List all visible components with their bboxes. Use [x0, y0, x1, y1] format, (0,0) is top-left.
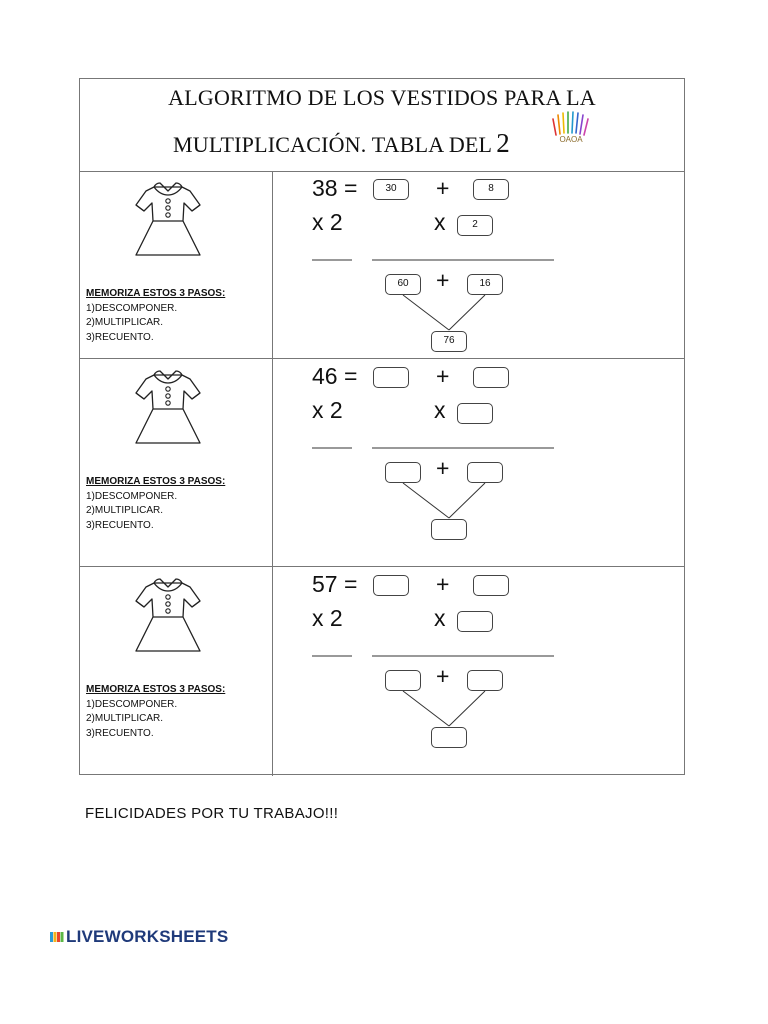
total-box[interactable]: [431, 519, 467, 540]
liveworksheets-logo[interactable]: [50, 927, 228, 947]
number-label: 46 =: [312, 363, 358, 389]
problem-row-3: [80, 567, 684, 776]
logo-text: OAOA: [559, 135, 583, 144]
product-ones-box[interactable]: [467, 670, 503, 691]
steps-heading: MEMORIZA ESTOS 3 PASOS:: [86, 684, 226, 695]
step-1: 1)DESCOMPONER.: [86, 698, 178, 710]
total-box[interactable]: 76: [431, 331, 467, 352]
instruction-cell: [80, 171, 273, 358]
tens-box[interactable]: [373, 575, 409, 596]
instruction-cell: [80, 359, 273, 566]
times-sign: x: [434, 397, 446, 423]
steps-list: [86, 287, 225, 345]
ones-box[interactable]: [473, 367, 509, 388]
factor-box[interactable]: [457, 403, 493, 424]
worksheet-title-line1: ALGORITMO DE LOS VESTIDOS PARA LA: [168, 85, 596, 110]
plus-sign: +: [436, 363, 450, 389]
dress-icon: [124, 365, 212, 455]
number-label: 38 =: [312, 175, 358, 201]
product-ones-box[interactable]: 16: [467, 274, 503, 295]
dress-icon: [124, 177, 212, 267]
worksheet-table: [79, 78, 685, 775]
problem-row-1: [80, 171, 684, 359]
multiplier-label: x 2: [312, 605, 343, 631]
table-number: 2: [496, 128, 510, 158]
title-text: MULTIPLICACIÓN. TABLA DEL: [173, 132, 493, 157]
multiplier-label: x 2: [312, 209, 343, 235]
step-2: 2)MULTIPLICAR.: [86, 317, 164, 328]
multiplier-label: x 2: [312, 397, 343, 423]
plus-sign: +: [436, 175, 450, 201]
ones-box[interactable]: 8: [473, 179, 509, 200]
product-tens-box[interactable]: 60: [385, 274, 421, 295]
steps-list: [86, 683, 225, 741]
plus-sign: +: [436, 455, 450, 481]
number-label: 57 =: [312, 571, 358, 597]
step-3: 3)RECUENTO.: [86, 331, 154, 343]
worksheet-title-line2: [173, 128, 510, 159]
brand-name: LIVEWORKSHEETS: [66, 927, 229, 946]
step-1: 1)DESCOMPONER.: [86, 490, 178, 502]
step-3: 3)RECUENTO.: [86, 519, 154, 531]
steps-list: [86, 475, 225, 533]
instruction-cell: [80, 567, 273, 776]
plus-sign: +: [436, 571, 450, 597]
tens-box[interactable]: 30: [373, 179, 409, 200]
dress-icon: [124, 573, 212, 663]
factor-box[interactable]: [457, 611, 493, 632]
step-3: 3)RECUENTO.: [86, 727, 154, 739]
plus-sign: +: [436, 267, 450, 293]
problem-row-2: [80, 359, 684, 567]
product-ones-box[interactable]: [467, 462, 503, 483]
factor-box[interactable]: 2: [457, 215, 493, 236]
times-sign: x: [434, 605, 446, 631]
oaoa-logo-icon: [550, 109, 592, 145]
step-1: 1)DESCOMPONER.: [86, 302, 178, 314]
step-2: 2)MULTIPLICAR.: [86, 505, 164, 516]
step-2: 2)MULTIPLICAR.: [86, 713, 164, 724]
congratulations-message: FELICIDADES POR TU TRABAJO!!!: [85, 805, 339, 822]
product-tens-box[interactable]: [385, 670, 421, 691]
total-box[interactable]: [431, 727, 467, 748]
steps-heading: MEMORIZA ESTOS 3 PASOS:: [86, 288, 226, 299]
liveworksheets-icon: [50, 930, 64, 944]
tens-box[interactable]: [373, 367, 409, 388]
times-sign: x: [434, 209, 446, 235]
steps-heading: MEMORIZA ESTOS 3 PASOS:: [86, 476, 226, 487]
title-area: [80, 79, 684, 172]
plus-sign: +: [436, 663, 450, 689]
product-tens-box[interactable]: [385, 462, 421, 483]
ones-box[interactable]: [473, 575, 509, 596]
